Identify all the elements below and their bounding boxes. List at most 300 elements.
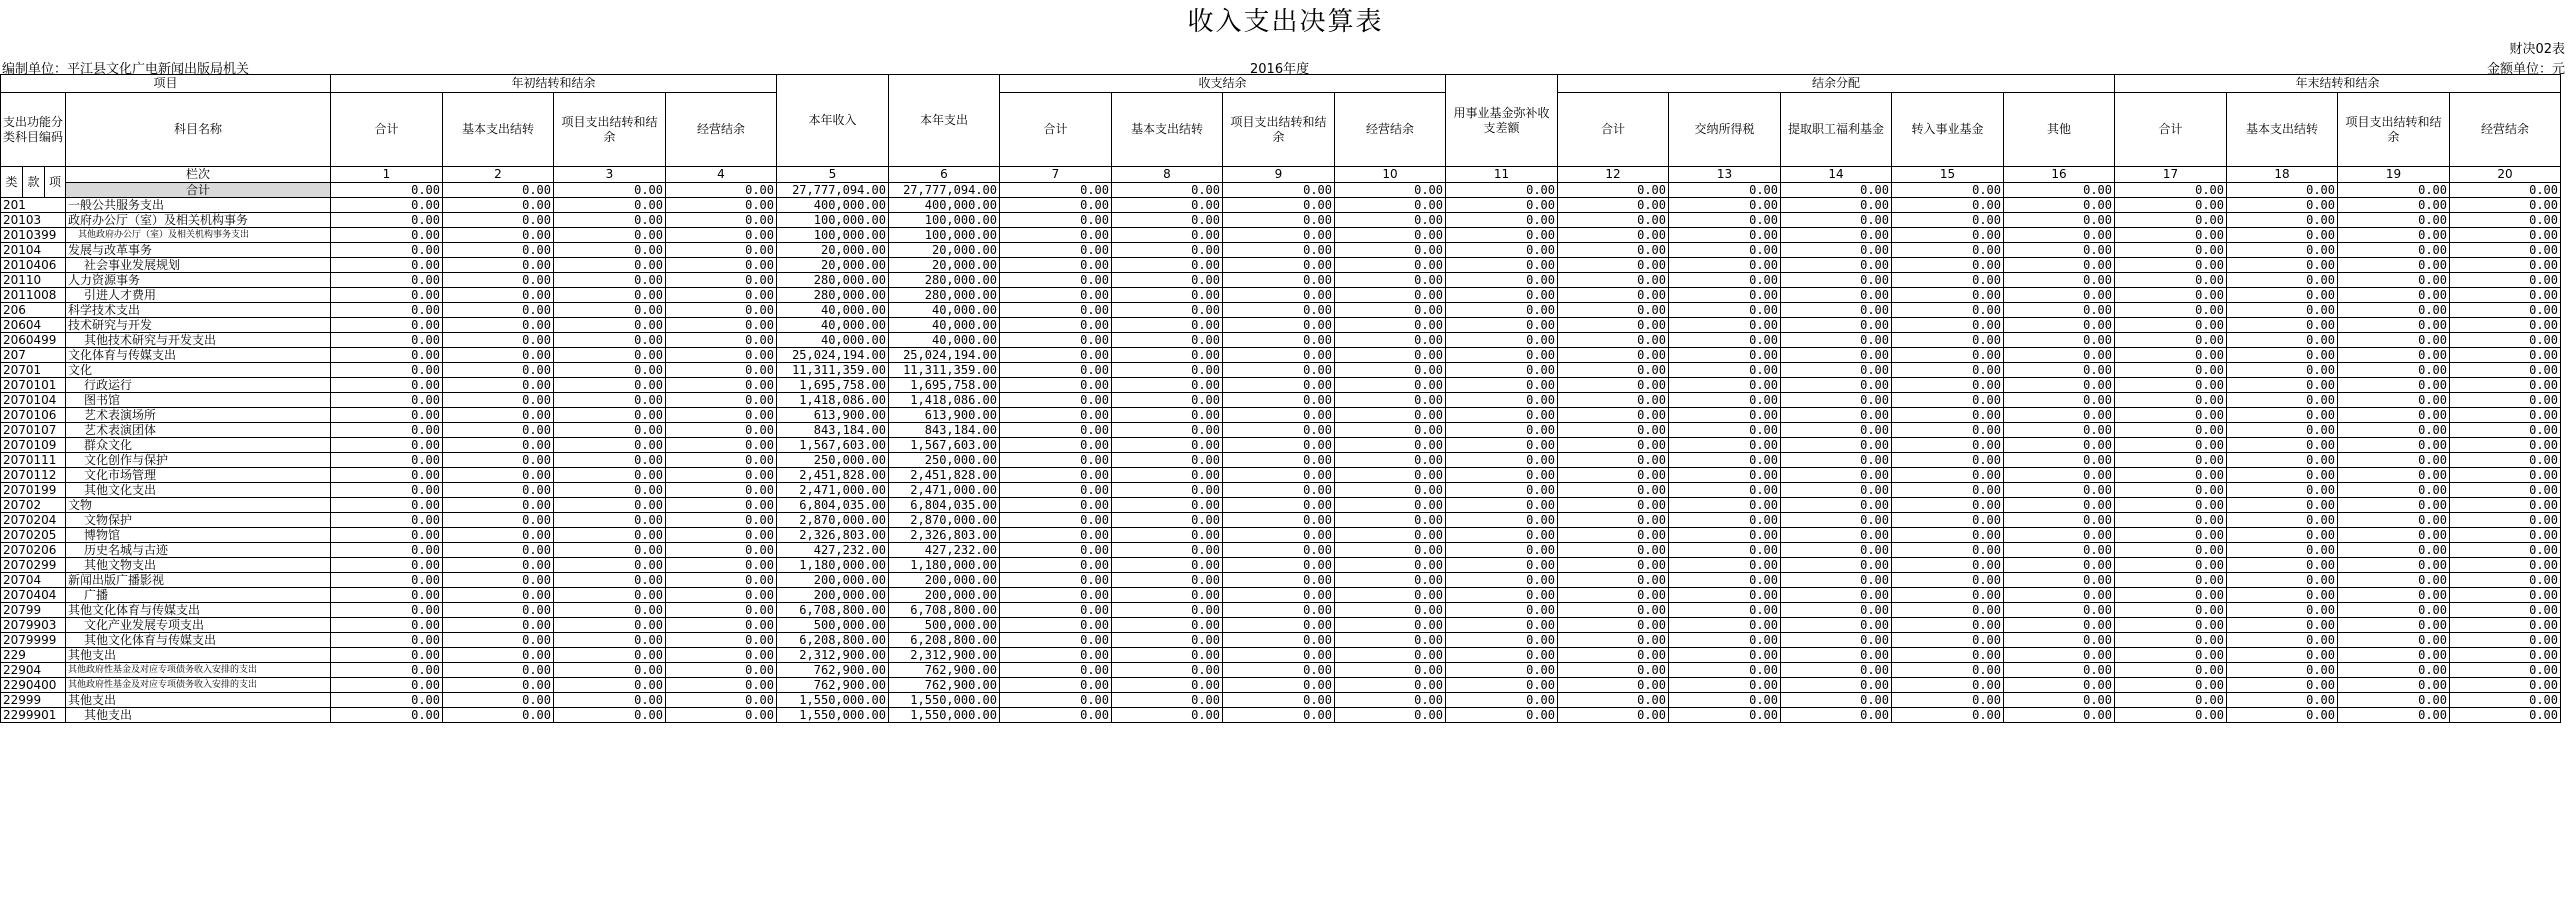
cell-value: 0.00 <box>1781 273 1892 288</box>
cell-value: 0.00 <box>554 318 666 333</box>
cell-expense: 762,900.00 <box>889 678 1000 693</box>
cell-value: 0.00 <box>2450 513 2561 528</box>
cell-expense: 250,000.00 <box>889 453 1000 468</box>
cell-value: 0.00 <box>2227 348 2338 363</box>
cell-value: 0.00 <box>1112 408 1223 423</box>
cell-value: 0.00 <box>554 648 666 663</box>
cell-value: 0.00 <box>1558 513 1669 528</box>
cell-value: 0.00 <box>2227 678 2338 693</box>
cell-value: 0.00 <box>554 558 666 573</box>
cell-value: 0.00 <box>2338 678 2450 693</box>
cell-value: 0.00 <box>2115 363 2227 378</box>
cell-value: 0.00 <box>1446 183 1558 198</box>
column-number: 19 <box>2338 167 2450 183</box>
cell-value: 0.00 <box>331 273 443 288</box>
cell-value: 0.00 <box>1781 333 1892 348</box>
cell-value: 0.00 <box>666 273 777 288</box>
cell-value: 0.00 <box>2004 543 2115 558</box>
cell-value: 0.00 <box>2227 498 2338 513</box>
cell-value: 0.00 <box>666 408 777 423</box>
cell-value: 0.00 <box>1446 708 1558 723</box>
cell-value: 0.00 <box>1335 423 1446 438</box>
cell-value: 0.00 <box>2115 288 2227 303</box>
table-row <box>1 708 2561 723</box>
cell-value: 0.00 <box>666 573 777 588</box>
cell-value: 0.00 <box>1558 333 1669 348</box>
cell-income: 613,900.00 <box>777 408 889 423</box>
cell-value: 0.00 <box>2338 378 2450 393</box>
cell-value: 0.00 <box>1446 618 1558 633</box>
cell-value: 0.00 <box>1669 213 1781 228</box>
cell-value: 0.00 <box>1892 243 2004 258</box>
cell-value: 0.00 <box>666 618 777 633</box>
row-name: 图书馆 <box>66 393 331 408</box>
cell-value: 0.00 <box>2004 513 2115 528</box>
cell-value: 0.00 <box>1558 693 1669 708</box>
cell-value: 0.00 <box>1892 198 2004 213</box>
cell-value: 0.00 <box>1000 633 1112 648</box>
cell-value: 0.00 <box>1781 213 1892 228</box>
cell-value: 0.00 <box>2227 183 2338 198</box>
cell-value: 0.00 <box>1446 513 1558 528</box>
row-code: 22999 <box>1 693 66 708</box>
cell-value: 0.00 <box>2450 243 2561 258</box>
cell-value: 0.00 <box>2115 588 2227 603</box>
cell-value: 0.00 <box>1558 663 1669 678</box>
table-row <box>1 393 2561 408</box>
cell-value: 0.00 <box>2450 378 2561 393</box>
row-name: 历史名城与古迹 <box>66 543 331 558</box>
cell-value: 0.00 <box>2450 363 2561 378</box>
cell-value: 0.00 <box>2115 648 2227 663</box>
cell-value: 0.00 <box>2227 228 2338 243</box>
cell-value: 0.00 <box>2338 438 2450 453</box>
cell-value: 0.00 <box>443 573 554 588</box>
cell-value: 0.00 <box>1892 258 2004 273</box>
cell-value: 0.00 <box>554 333 666 348</box>
cell-value: 0.00 <box>1446 333 1558 348</box>
cell-value: 0.00 <box>1112 453 1223 468</box>
cell-value: 0.00 <box>1000 228 1112 243</box>
cell-value: 0.00 <box>1669 183 1781 198</box>
cell-income: 1,418,086.00 <box>777 393 889 408</box>
cell-value: 0.00 <box>554 603 666 618</box>
cell-income: 250,000.00 <box>777 453 889 468</box>
cell-value: 0.00 <box>1112 243 1223 258</box>
cell-value: 0.00 <box>443 558 554 573</box>
cell-value: 0.00 <box>2227 363 2338 378</box>
cell-value: 0.00 <box>2227 558 2338 573</box>
header-row-groups <box>1 75 2561 93</box>
table-row <box>1 348 2561 363</box>
cell-value: 0.00 <box>331 303 443 318</box>
cell-value: 0.00 <box>554 378 666 393</box>
cell-value: 0.00 <box>1223 678 1335 693</box>
cell-value: 0.00 <box>1000 258 1112 273</box>
cell-value: 0.00 <box>1781 378 1892 393</box>
cell-value: 0.00 <box>1223 318 1335 333</box>
cell-value: 0.00 <box>443 633 554 648</box>
cell-income: 6,708,800.00 <box>777 603 889 618</box>
cell-value: 0.00 <box>1112 678 1223 693</box>
cell-value: 0.00 <box>2450 198 2561 213</box>
cell-value: 0.00 <box>1446 603 1558 618</box>
cell-value: 0.00 <box>2115 438 2227 453</box>
cell-value: 0.00 <box>554 633 666 648</box>
cell-value: 0.00 <box>1781 483 1892 498</box>
cell-value: 0.00 <box>554 573 666 588</box>
row-name: 引进人才费用 <box>66 288 331 303</box>
cell-value: 0.00 <box>2450 318 2561 333</box>
cell-value: 0.00 <box>2450 528 2561 543</box>
table-row <box>1 378 2561 393</box>
cell-value: 0.00 <box>1000 378 1112 393</box>
cell-value: 0.00 <box>2338 303 2450 318</box>
cell-expense: 1,550,000.00 <box>889 693 1000 708</box>
cell-value: 0.00 <box>1000 678 1112 693</box>
cell-value: 0.00 <box>1781 678 1892 693</box>
cell-value: 0.00 <box>1000 483 1112 498</box>
cell-value: 0.00 <box>1335 483 1446 498</box>
cell-value: 0.00 <box>1112 663 1223 678</box>
cell-value: 0.00 <box>1223 303 1335 318</box>
cell-value: 0.00 <box>1223 198 1335 213</box>
cell-value: 0.00 <box>1000 318 1112 333</box>
cell-value: 0.00 <box>1446 363 1558 378</box>
row-code: 2070109 <box>1 438 66 453</box>
cell-value: 0.00 <box>1335 618 1446 633</box>
cell-value: 0.00 <box>331 663 443 678</box>
cell-value: 0.00 <box>2450 423 2561 438</box>
cell-value: 0.00 <box>666 393 777 408</box>
cell-value: 0.00 <box>2227 513 2338 528</box>
cell-value: 0.00 <box>1223 708 1335 723</box>
cell-value: 0.00 <box>1669 378 1781 393</box>
cell-value: 0.00 <box>1335 378 1446 393</box>
cell-value: 0.00 <box>2227 333 2338 348</box>
header-code-col: 支出功能分类科目编码 <box>1 93 66 167</box>
cell-value: 0.00 <box>1781 453 1892 468</box>
row-code: 2070299 <box>1 558 66 573</box>
cell-value: 0.00 <box>1446 648 1558 663</box>
cell-value: 0.00 <box>1669 258 1781 273</box>
cell-value: 0.00 <box>1558 588 1669 603</box>
cell-value: 0.00 <box>1446 693 1558 708</box>
header-end-project: 项目支出结转和结余 <box>2338 93 2450 167</box>
cell-value: 0.00 <box>2004 228 2115 243</box>
unit-label: 编制单位：平江县文化广电新闻出版局机关 <box>2 62 250 77</box>
cell-value: 0.00 <box>1446 633 1558 648</box>
cell-value: 0.00 <box>554 303 666 318</box>
cell-value: 0.00 <box>2004 408 2115 423</box>
cell-value: 0.00 <box>1781 438 1892 453</box>
cell-value: 0.00 <box>1558 273 1669 288</box>
cell-value: 0.00 <box>554 228 666 243</box>
cell-value: 0.00 <box>1669 243 1781 258</box>
cell-value: 0.00 <box>2227 468 2338 483</box>
cell-value: 0.00 <box>1335 258 1446 273</box>
cell-value: 0.00 <box>1781 543 1892 558</box>
cell-value: 0.00 <box>2338 258 2450 273</box>
cell-value: 0.00 <box>443 648 554 663</box>
header-dist-other: 其他 <box>2004 93 2115 167</box>
table-row <box>1 513 2561 528</box>
cell-value: 0.00 <box>443 228 554 243</box>
cell-value: 0.00 <box>2338 663 2450 678</box>
cell-value: 0.00 <box>1558 573 1669 588</box>
cell-value: 0.00 <box>2115 333 2227 348</box>
header-lanci: 栏次 <box>66 167 331 183</box>
header-name-col: 科目名称 <box>66 93 331 167</box>
cell-value: 0.00 <box>1223 423 1335 438</box>
cell-value: 0.00 <box>443 693 554 708</box>
table-row <box>1 423 2561 438</box>
cell-value: 0.00 <box>443 273 554 288</box>
row-name: 科学技术支出 <box>66 303 331 318</box>
cell-value: 0.00 <box>443 603 554 618</box>
row-name: 广播 <box>66 588 331 603</box>
column-number: 7 <box>1000 167 1112 183</box>
cell-value: 0.00 <box>2115 198 2227 213</box>
row-code: 2079903 <box>1 618 66 633</box>
cell-value: 0.00 <box>666 708 777 723</box>
row-name: 社会事业发展规划 <box>66 258 331 273</box>
cell-value: 0.00 <box>1446 378 1558 393</box>
cell-value: 0.00 <box>1669 303 1781 318</box>
cell-value: 0.00 <box>2004 573 2115 588</box>
table-row <box>1 573 2561 588</box>
cell-value: 0.00 <box>1112 318 1223 333</box>
cell-value: 0.00 <box>2227 318 2338 333</box>
cell-value: 0.00 <box>554 483 666 498</box>
cell-value: 0.00 <box>1558 348 1669 363</box>
cell-value: 0.00 <box>2450 213 2561 228</box>
cell-value: 0.00 <box>1223 393 1335 408</box>
cell-value: 0.00 <box>1112 423 1223 438</box>
header-expense: 本年支出 <box>889 75 1000 167</box>
cell-expense: 40,000.00 <box>889 303 1000 318</box>
cell-value: 0.00 <box>1669 348 1781 363</box>
cell-value: 0.00 <box>2004 333 2115 348</box>
row-code: 20702 <box>1 498 66 513</box>
cell-value: 0.00 <box>2450 303 2561 318</box>
cell-value: 0.00 <box>1669 573 1781 588</box>
cell-value: 0.00 <box>1669 318 1781 333</box>
cell-value: 0.00 <box>443 198 554 213</box>
cell-value: 0.00 <box>331 228 443 243</box>
row-name: 其他技术研究与开发支出 <box>66 333 331 348</box>
row-code: 2070206 <box>1 543 66 558</box>
cell-value: 0.00 <box>443 288 554 303</box>
cell-expense: 762,900.00 <box>889 663 1000 678</box>
cell-value: 0.00 <box>666 483 777 498</box>
column-number: 2 <box>443 167 554 183</box>
cell-value: 0.00 <box>1781 198 1892 213</box>
cell-value: 0.00 <box>1781 393 1892 408</box>
header-end-operating: 经营结余 <box>2450 93 2561 167</box>
row-code: 2070107 <box>1 423 66 438</box>
cell-income: 20,000.00 <box>777 258 889 273</box>
row-code: 2070204 <box>1 513 66 528</box>
cell-value: 0.00 <box>1781 288 1892 303</box>
cell-value: 0.00 <box>1781 618 1892 633</box>
row-code: 20103 <box>1 213 66 228</box>
cell-income: 20,000.00 <box>777 243 889 258</box>
cell-value: 0.00 <box>1000 513 1112 528</box>
row-name: 新闻出版广播影视 <box>66 573 331 588</box>
cell-value: 0.00 <box>2115 423 2227 438</box>
cell-value: 0.00 <box>2338 618 2450 633</box>
table-row <box>1 198 2561 213</box>
cell-value: 0.00 <box>1335 228 1446 243</box>
cell-value: 0.00 <box>2450 648 2561 663</box>
cell-value: 0.00 <box>331 543 443 558</box>
cell-value: 0.00 <box>1892 348 2004 363</box>
cell-value: 0.00 <box>666 303 777 318</box>
cell-value: 0.00 <box>1781 468 1892 483</box>
cell-value: 0.00 <box>1335 408 1446 423</box>
table-row <box>1 453 2561 468</box>
cell-value: 0.00 <box>2227 588 2338 603</box>
table-row <box>1 288 2561 303</box>
cell-value: 0.00 <box>2115 543 2227 558</box>
cell-value: 0.00 <box>443 363 554 378</box>
cell-value: 0.00 <box>1223 408 1335 423</box>
cell-value: 0.00 <box>554 618 666 633</box>
cell-value: 0.00 <box>2115 603 2227 618</box>
cell-value: 0.00 <box>1446 663 1558 678</box>
cell-value: 0.00 <box>2338 693 2450 708</box>
cell-expense: 20,000.00 <box>889 258 1000 273</box>
cell-value: 0.00 <box>554 393 666 408</box>
cell-value: 0.00 <box>1112 693 1223 708</box>
header-group-income: 收支结余 <box>1000 75 1446 93</box>
cell-value: 0.00 <box>331 528 443 543</box>
cell-value: 0.00 <box>1892 228 2004 243</box>
header-group-start: 年初结转和结余 <box>331 75 777 93</box>
cell-value: 0.00 <box>443 378 554 393</box>
cell-value: 0.00 <box>1000 588 1112 603</box>
cell-value: 0.00 <box>2338 648 2450 663</box>
cell-value: 0.00 <box>331 588 443 603</box>
row-name: 博物馆 <box>66 528 331 543</box>
header-dist-tax: 交纳所得税 <box>1669 93 1781 167</box>
cell-value: 0.00 <box>1223 573 1335 588</box>
cell-value: 0.00 <box>2450 468 2561 483</box>
cell-value: 0.00 <box>2227 258 2338 273</box>
cell-value: 0.00 <box>331 363 443 378</box>
cell-value: 0.00 <box>2450 393 2561 408</box>
cell-value: 0.00 <box>2227 528 2338 543</box>
header-income-basic: 基本支出结转 <box>1112 93 1223 167</box>
cell-value: 0.00 <box>1892 408 2004 423</box>
row-name: 文化体育与传媒支出 <box>66 348 331 363</box>
cell-value: 0.00 <box>1223 543 1335 558</box>
cell-value: 0.00 <box>2004 618 2115 633</box>
cell-expense: 427,232.00 <box>889 543 1000 558</box>
cell-value: 0.00 <box>1669 483 1781 498</box>
cell-value: 0.00 <box>666 198 777 213</box>
cell-value: 0.00 <box>1892 528 2004 543</box>
cell-expense: 1,180,000.00 <box>889 558 1000 573</box>
cell-value: 0.00 <box>2115 633 2227 648</box>
cell-expense: 25,024,194.00 <box>889 348 1000 363</box>
cell-value: 0.00 <box>1669 498 1781 513</box>
cell-value: 0.00 <box>1112 588 1223 603</box>
currency-label: 金额单位：元 <box>2486 62 2565 77</box>
cell-value: 0.00 <box>1223 528 1335 543</box>
cell-value: 0.00 <box>2004 438 2115 453</box>
cell-value: 0.00 <box>1446 258 1558 273</box>
report-title: 收入支出决算表 <box>1187 7 1384 37</box>
cell-value: 0.00 <box>1112 558 1223 573</box>
cell-value: 0.00 <box>1112 393 1223 408</box>
form-code: 财决02表 <box>2509 42 2565 57</box>
cell-value: 0.00 <box>331 618 443 633</box>
row-name: 其他文化体育与传媒支出 <box>66 603 331 618</box>
cell-value: 0.00 <box>1669 288 1781 303</box>
cell-value: 0.00 <box>2004 483 2115 498</box>
header-income-project: 项目支出结转和结余 <box>1223 93 1335 167</box>
cell-value: 0.00 <box>666 588 777 603</box>
cell-income: 6,804,035.00 <box>777 498 889 513</box>
cell-value: 0.00 <box>1335 303 1446 318</box>
cell-value: 0.00 <box>1223 348 1335 363</box>
cell-value: 0.00 <box>1446 303 1558 318</box>
cell-value: 0.00 <box>2115 213 2227 228</box>
cell-value: 0.00 <box>1558 258 1669 273</box>
cell-value: 0.00 <box>2450 633 2561 648</box>
cell-value: 0.00 <box>331 423 443 438</box>
cell-value: 0.00 <box>666 318 777 333</box>
cell-value: 0.00 <box>1000 558 1112 573</box>
cell-value: 0.00 <box>1781 693 1892 708</box>
cell-value: 0.00 <box>1112 483 1223 498</box>
cell-value: 0.00 <box>1000 333 1112 348</box>
cell-value: 0.00 <box>2004 423 2115 438</box>
cell-value: 0.00 <box>1892 363 2004 378</box>
cell-value: 0.00 <box>1892 573 2004 588</box>
cell-value: 0.00 <box>1892 183 2004 198</box>
cell-income: 762,900.00 <box>777 678 889 693</box>
row-name: 群众文化 <box>66 438 331 453</box>
cell-value: 0.00 <box>2115 618 2227 633</box>
row-code: 229 <box>1 648 66 663</box>
total-row <box>1 183 2561 198</box>
cell-value: 0.00 <box>1335 318 1446 333</box>
row-name: 其他文化支出 <box>66 483 331 498</box>
cell-value: 0.00 <box>2450 408 2561 423</box>
cell-value: 0.00 <box>1892 378 2004 393</box>
row-name: 其他政府性基金及对应专项债务收入安排的支出 <box>66 663 331 678</box>
cell-value: 0.00 <box>443 183 554 198</box>
cell-expense: 2,312,900.00 <box>889 648 1000 663</box>
cell-value: 0.00 <box>1781 228 1892 243</box>
cell-value: 0.00 <box>443 213 554 228</box>
row-code: 2060499 <box>1 333 66 348</box>
cell-value: 0.00 <box>2338 333 2450 348</box>
cell-value: 0.00 <box>1335 588 1446 603</box>
cell-value: 0.00 <box>2450 453 2561 468</box>
table-row <box>1 273 2561 288</box>
cell-value: 0.00 <box>2227 573 2338 588</box>
row-code: 2070104 <box>1 393 66 408</box>
cell-value: 0.00 <box>1335 543 1446 558</box>
cell-value: 0.00 <box>1223 378 1335 393</box>
cell-value: 0.00 <box>1223 483 1335 498</box>
cell-value: 0.00 <box>1112 498 1223 513</box>
cell-value: 0.00 <box>443 348 554 363</box>
